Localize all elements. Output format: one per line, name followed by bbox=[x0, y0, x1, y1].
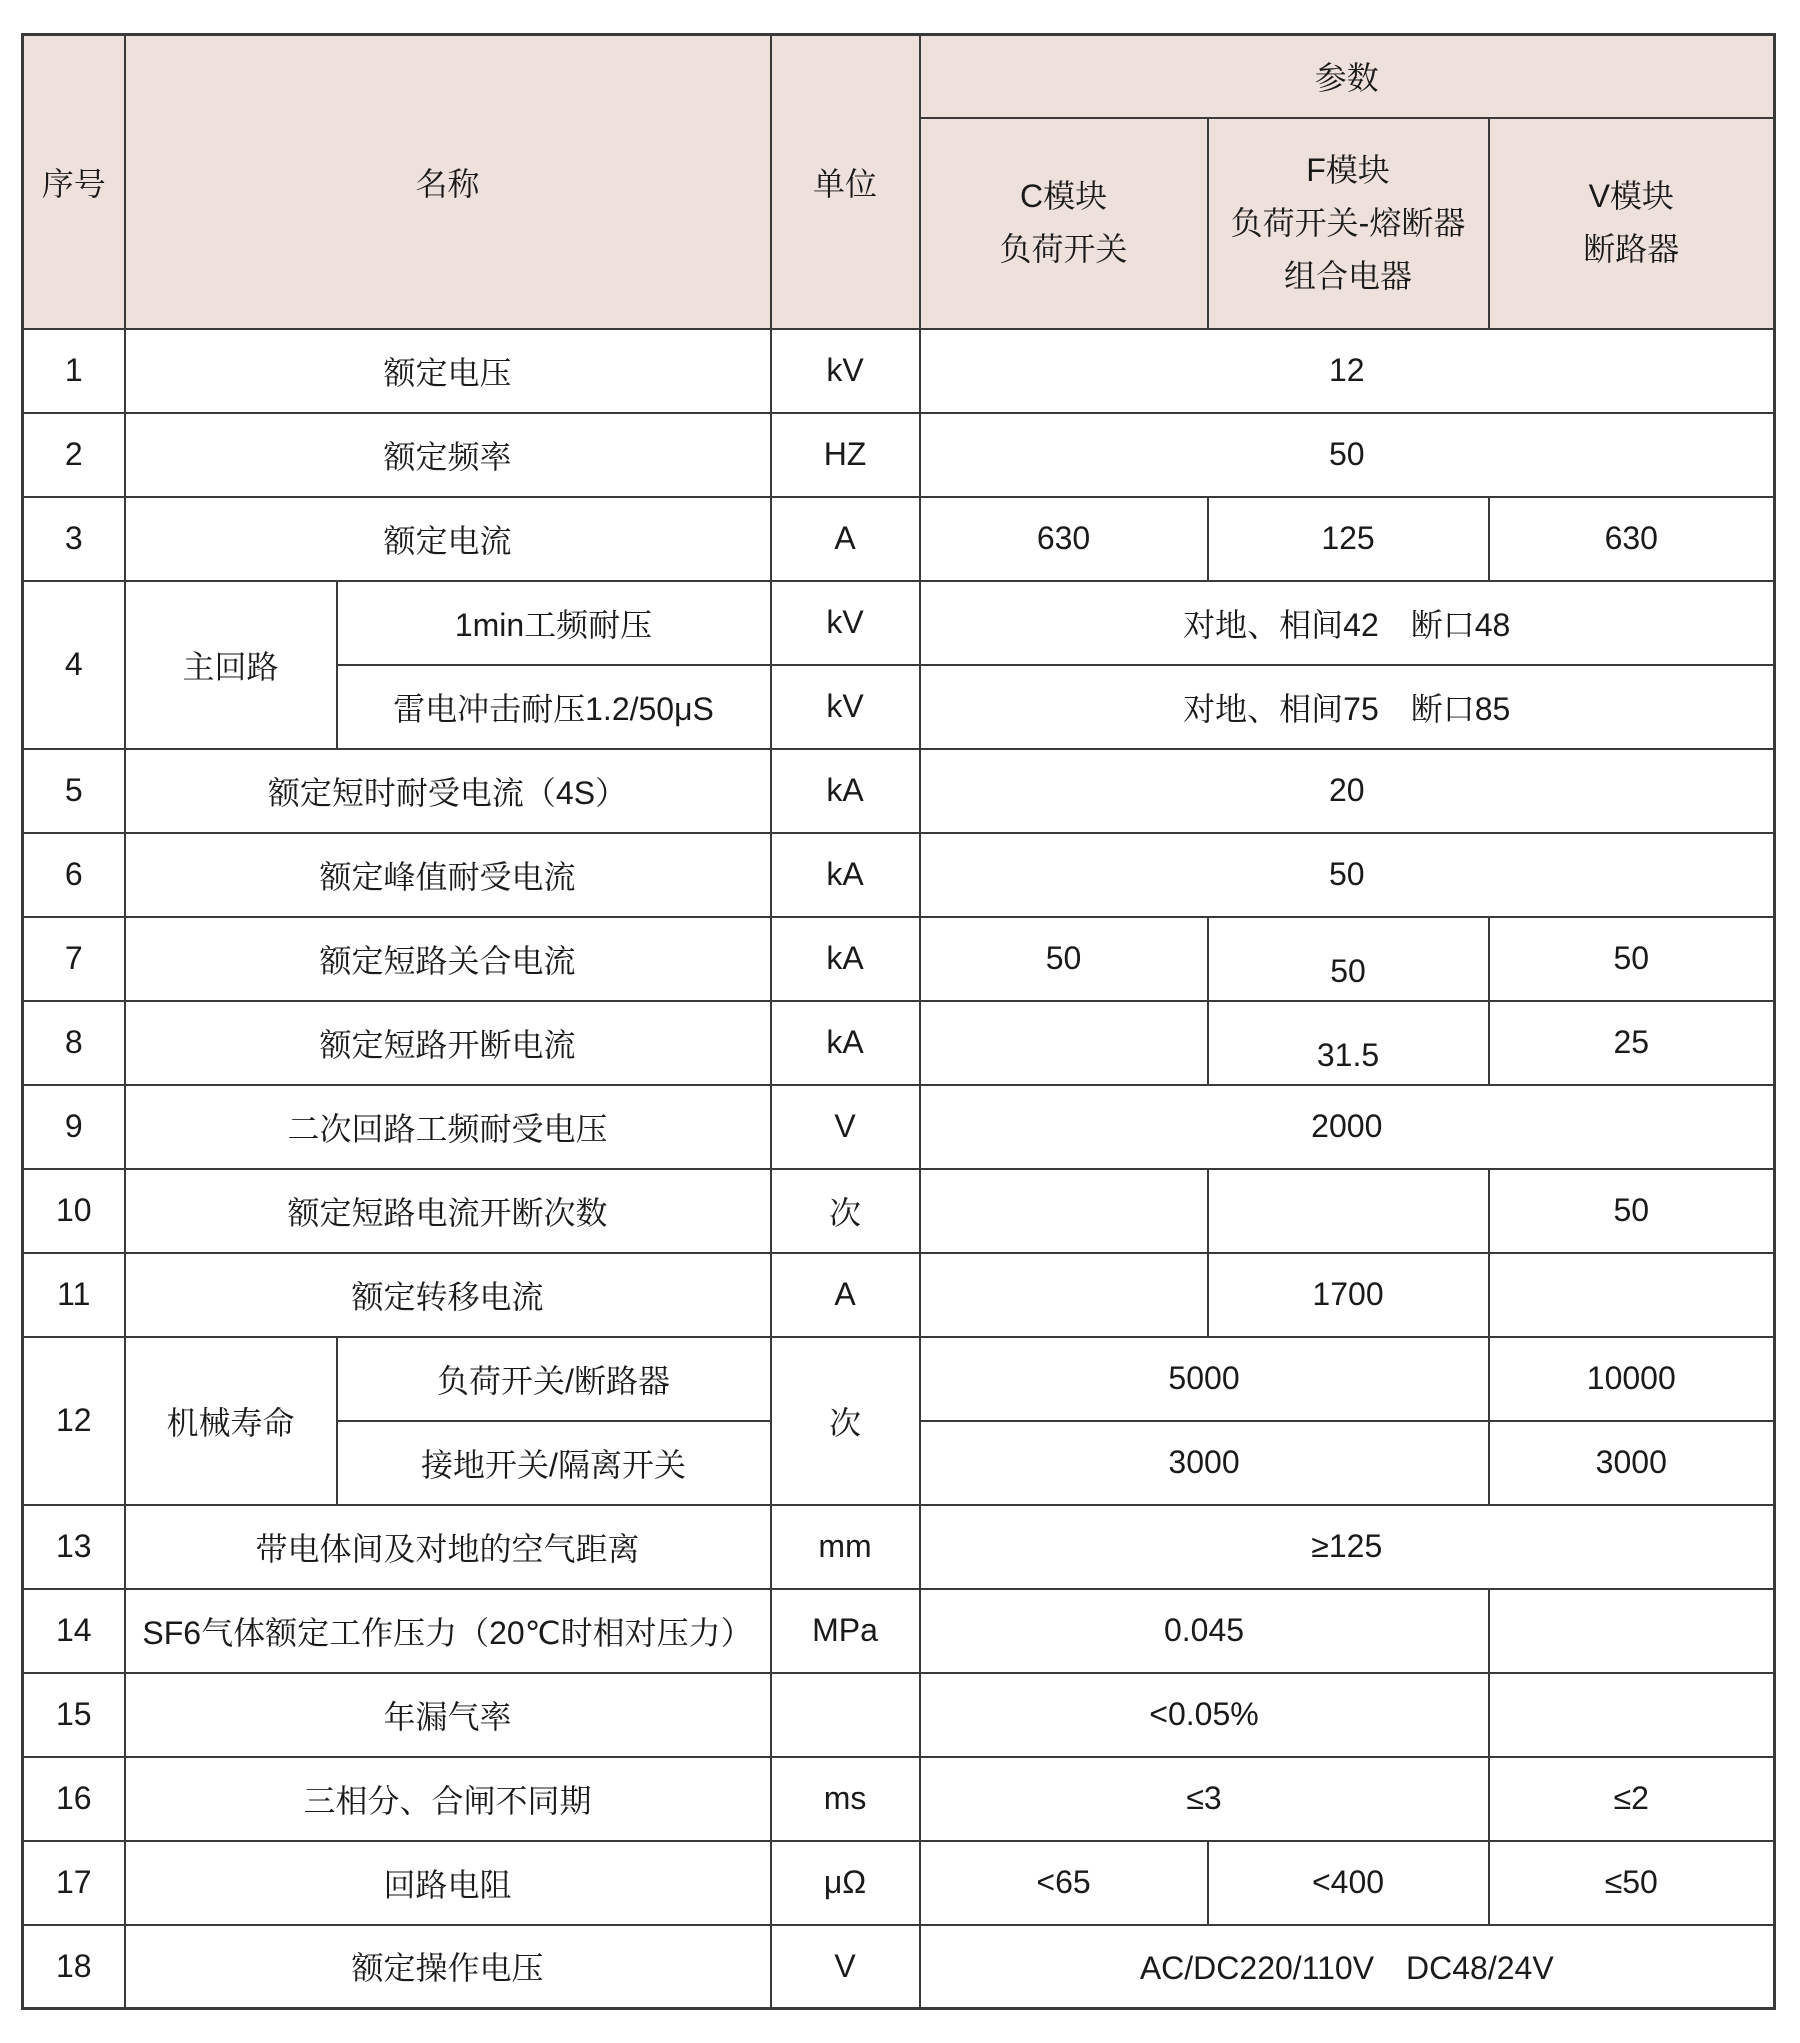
row-15-unit bbox=[771, 1673, 920, 1757]
row-2-value: 50 bbox=[920, 413, 1775, 497]
table-row-9 bbox=[23, 1085, 1775, 1169]
row-15-value-v bbox=[1489, 1673, 1775, 1757]
row-1-name: 额定电压 bbox=[125, 329, 771, 413]
row-3-unit: A bbox=[771, 497, 920, 581]
table-row-6 bbox=[23, 833, 1775, 917]
row-12-sub1-value-v: 10000 bbox=[1489, 1337, 1775, 1421]
row-5-no: 5 bbox=[23, 749, 125, 833]
row-10-value-c bbox=[920, 1169, 1208, 1253]
table-row-3 bbox=[23, 497, 1775, 581]
row-14-value-v bbox=[1489, 1589, 1775, 1673]
row-3-value-f: 125 bbox=[1208, 497, 1489, 581]
header-module-c-line2: 负荷开关 bbox=[999, 231, 1128, 267]
row-2-name: 额定频率 bbox=[125, 413, 771, 497]
header-col-unit: 单位 bbox=[771, 35, 920, 329]
header-module-f bbox=[1208, 118, 1489, 329]
row-3-name: 额定电流 bbox=[125, 497, 771, 581]
row-7-name: 额定短路关合电流 bbox=[125, 917, 771, 1001]
row-9-no: 9 bbox=[23, 1085, 125, 1169]
row-2-unit: HZ bbox=[771, 413, 920, 497]
row-7-unit: kA bbox=[771, 917, 920, 1001]
table-row-16 bbox=[23, 1757, 1775, 1841]
row-16-name: 三相分、合闸不同期 bbox=[125, 1757, 771, 1841]
row-18-no: 18 bbox=[23, 1925, 125, 2009]
row-17-value-c: <65 bbox=[920, 1841, 1208, 1925]
row-10-value-v: 50 bbox=[1489, 1169, 1775, 1253]
header-module-v-line1: V模块 bbox=[1588, 178, 1674, 214]
row-18-value: AC/DC220/110V DC48/24V bbox=[920, 1925, 1775, 2009]
row-7-no: 7 bbox=[23, 917, 125, 1001]
header-module-f-line3: 组合电器 bbox=[1284, 257, 1413, 294]
row-1-unit: kV bbox=[771, 329, 920, 413]
row-13-unit: mm bbox=[771, 1505, 920, 1589]
header-module-v bbox=[1489, 118, 1775, 329]
header-module-f-line1: F模块 bbox=[1306, 151, 1390, 188]
row-16-unit: ms bbox=[771, 1757, 920, 1841]
row-18-name: 额定操作电压 bbox=[125, 1925, 771, 2009]
row-6-no: 6 bbox=[23, 833, 125, 917]
row-14-unit: MPa bbox=[771, 1589, 920, 1673]
row-5-name: 额定短时耐受电流（4S） bbox=[125, 749, 771, 833]
row-12-sub1-name: 负荷开关/断路器 bbox=[337, 1337, 771, 1421]
table-row-13 bbox=[23, 1505, 1775, 1589]
row-8-name: 额定短路开断电流 bbox=[125, 1001, 771, 1085]
row-11-value-c bbox=[920, 1253, 1208, 1337]
header-module-c-line1: C模块 bbox=[1019, 178, 1108, 214]
row-10-unit: 次 bbox=[771, 1169, 920, 1253]
row-10-no: 10 bbox=[23, 1169, 125, 1253]
table-row-14 bbox=[23, 1589, 1775, 1673]
spec-table-container bbox=[21, 33, 1776, 2010]
row-17-no: 17 bbox=[23, 1841, 125, 1925]
table-row-18 bbox=[23, 1925, 1775, 2009]
header-module-v-line2: 断路器 bbox=[1583, 231, 1680, 267]
row-6-value: 50 bbox=[920, 833, 1775, 917]
table-row-2 bbox=[23, 413, 1775, 497]
row-5-value: 20 bbox=[920, 749, 1775, 833]
row-11-value-f: 1700 bbox=[1208, 1253, 1489, 1337]
row-12-group: 机械寿命 bbox=[125, 1337, 337, 1505]
row-3-no: 3 bbox=[23, 497, 125, 581]
row-7-value-f: 50 bbox=[1208, 917, 1489, 1001]
row-8-value-f: 31.5 bbox=[1208, 1001, 1489, 1085]
row-12-sub2-value-cf: 3000 bbox=[920, 1421, 1489, 1505]
row-11-no: 11 bbox=[23, 1253, 125, 1337]
row-10-name: 额定短路电流开断次数 bbox=[125, 1169, 771, 1253]
spec-table bbox=[21, 33, 1776, 2010]
table-row-8 bbox=[23, 1001, 1775, 1085]
row-17-value-v: ≤50 bbox=[1489, 1841, 1775, 1925]
row-16-value-v: ≤2 bbox=[1489, 1757, 1775, 1841]
row-8-value-v: 25 bbox=[1489, 1001, 1775, 1085]
table-row-15 bbox=[23, 1673, 1775, 1757]
row-14-name: SF6气体额定工作压力（20℃时相对压力） bbox=[125, 1589, 771, 1673]
row-7-value-c: 50 bbox=[920, 917, 1208, 1001]
row-11-value-v bbox=[1489, 1253, 1775, 1337]
row-9-value: 2000 bbox=[920, 1085, 1775, 1169]
table-row-5 bbox=[23, 749, 1775, 833]
header-col-name: 名称 bbox=[125, 35, 771, 329]
row-4-sub1-value: 对地、相间42 断口48 bbox=[920, 581, 1775, 665]
row-4-no: 4 bbox=[23, 581, 125, 749]
row-5-unit: kA bbox=[771, 749, 920, 833]
table-row-1 bbox=[23, 329, 1775, 413]
row-4-sub2-value: 对地、相间75 断口85 bbox=[920, 665, 1775, 749]
header-col-no: 序号 bbox=[23, 35, 125, 329]
row-8-no: 8 bbox=[23, 1001, 125, 1085]
row-15-value-cf: <0.05% bbox=[920, 1673, 1489, 1757]
row-15-no: 15 bbox=[23, 1673, 125, 1757]
row-17-name: 回路电阻 bbox=[125, 1841, 771, 1925]
row-8-unit: kA bbox=[771, 1001, 920, 1085]
row-16-no: 16 bbox=[23, 1757, 125, 1841]
row-2-no: 2 bbox=[23, 413, 125, 497]
row-3-value-c: 630 bbox=[920, 497, 1208, 581]
header-row-1 bbox=[23, 35, 1775, 118]
row-12-no: 12 bbox=[23, 1337, 125, 1505]
row-15-name: 年漏气率 bbox=[125, 1673, 771, 1757]
header-param-group: 参数 bbox=[920, 35, 1775, 118]
row-10-value-f bbox=[1208, 1169, 1489, 1253]
row-14-value-cf: 0.045 bbox=[920, 1589, 1489, 1673]
row-4-sub1-unit: kV bbox=[771, 581, 920, 665]
row-4-sub1-name: 1min工频耐压 bbox=[337, 581, 771, 665]
row-11-unit: A bbox=[771, 1253, 920, 1337]
row-6-unit: kA bbox=[771, 833, 920, 917]
row-12-sub2-value-v: 3000 bbox=[1489, 1421, 1775, 1505]
row-16-value-cf: ≤3 bbox=[920, 1757, 1489, 1841]
table-row-4a bbox=[23, 581, 1775, 665]
row-7-value-v: 50 bbox=[1489, 917, 1775, 1001]
row-18-unit: V bbox=[771, 1925, 920, 2009]
row-9-unit: V bbox=[771, 1085, 920, 1169]
row-4-sub2-unit: kV bbox=[771, 665, 920, 749]
row-13-no: 13 bbox=[23, 1505, 125, 1589]
row-12-sub1-value-cf: 5000 bbox=[920, 1337, 1489, 1421]
row-4-group: 主回路 bbox=[125, 581, 337, 749]
row-12-unit: 次 bbox=[771, 1337, 920, 1505]
row-13-value: ≥125 bbox=[920, 1505, 1775, 1589]
row-6-name: 额定峰值耐受电流 bbox=[125, 833, 771, 917]
header-module-f-line2: 负荷开关-熔断器 bbox=[1230, 204, 1466, 241]
table-row-12a bbox=[23, 1337, 1775, 1421]
row-1-no: 1 bbox=[23, 329, 125, 413]
table-row-17 bbox=[23, 1841, 1775, 1925]
table-row-11 bbox=[23, 1253, 1775, 1337]
row-4-sub2-name: 雷电冲击耐压1.2/50μS bbox=[337, 665, 771, 749]
row-3-value-v: 630 bbox=[1489, 497, 1775, 581]
row-17-value-f: <400 bbox=[1208, 1841, 1489, 1925]
row-1-value: 12 bbox=[920, 329, 1775, 413]
row-14-no: 14 bbox=[23, 1589, 125, 1673]
row-13-name: 带电体间及对地的空气距离 bbox=[125, 1505, 771, 1589]
row-9-name: 二次回路工频耐受电压 bbox=[125, 1085, 771, 1169]
row-12-sub2-name: 接地开关/隔离开关 bbox=[337, 1421, 771, 1505]
row-17-unit: μΩ bbox=[771, 1841, 920, 1925]
table-row-7 bbox=[23, 917, 1775, 1001]
row-8-value-c bbox=[920, 1001, 1208, 1085]
row-11-name: 额定转移电流 bbox=[125, 1253, 771, 1337]
table-row-10 bbox=[23, 1169, 1775, 1253]
header-module-c bbox=[920, 118, 1208, 329]
